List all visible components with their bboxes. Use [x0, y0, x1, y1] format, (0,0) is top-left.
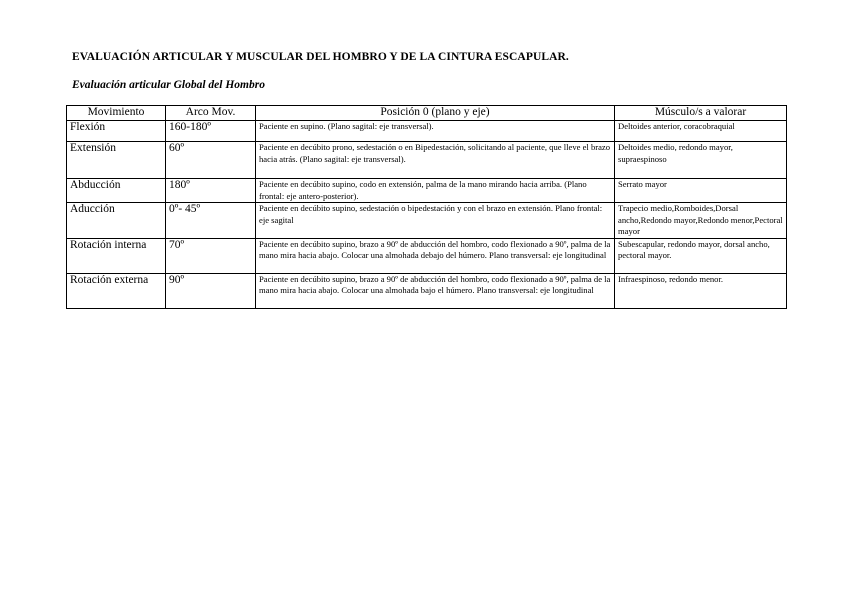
cell-posicion: Paciente en decúbito supino, brazo a 90º de abducción del hombro, codo flexionado a 90º, palma de la mano mira hacia abajo. Colocar una almohada bajo el húmero. Plano transversal: eje longitudinal [256, 273, 615, 308]
cell-movimiento: Abducción [67, 179, 166, 203]
cell-arco: 180º [166, 179, 256, 203]
cell-posicion: Paciente en decúbito supino, brazo a 90º de abducción del hombro, codo flexionado a 90º, palma de la mano mira hacia abajo. Colocar una almohada debajo del húmero. Plano transversal: eje longitudinal [256, 238, 615, 273]
cell-arco: 60º [166, 142, 256, 179]
cell-arco: 160-180º [166, 121, 256, 142]
header-arco: Arco Mov. [166, 106, 256, 121]
evaluation-table [66, 105, 787, 309]
table-row [67, 273, 787, 308]
cell-posicion: Paciente en supino. (Plano sagital: eje transversal). [256, 121, 615, 142]
table-header-row [67, 106, 787, 121]
cell-posicion: Paciente en decúbito prono, sedestación o en Bipedestación, solicitando al paciente, que lleve el brazo hacia atrás. (Plano sagital: eje transversal). [256, 142, 615, 179]
cell-musculos: Infraespinoso, redondo menor. [615, 273, 787, 308]
cell-posicion: Paciente en decúbito supino, codo en extensión, palma de la mano mirando hacia arriba. (Plano frontal: eje antero-posterior). [256, 179, 615, 203]
cell-posicion: Paciente en decúbito supino, sedestación o bipedestación y con el brazo en extensión. Plano frontal: eje sagital [256, 203, 615, 239]
cell-musculos: Deltoides anterior, coracobraquial [615, 121, 787, 142]
cell-musculos: Deltoides medio, redondo mayor, supraespinoso [615, 142, 787, 179]
table-row [67, 142, 787, 179]
document-title: EVALUACIÓN ARTICULAR Y MUSCULAR DEL HOMBRO Y DE LA CINTURA ESCAPULAR. [72, 51, 569, 63]
header-posicion: Posición 0 (plano y eje) [256, 106, 615, 121]
cell-musculos: Subescapular, redondo mayor, dorsal ancho, pectoral mayor. [615, 238, 787, 273]
table-row [67, 179, 787, 203]
table-row [67, 121, 787, 142]
cell-arco: 70º [166, 238, 256, 273]
cell-movimiento: Flexión [67, 121, 166, 142]
cell-musculos: Trapecio medio,Romboides,Dorsal ancho,Redondo mayor,Redondo menor,Pectoral mayor [615, 203, 787, 239]
cell-arco: 90º [166, 273, 256, 308]
header-movimiento: Movimiento [67, 106, 166, 121]
section-title: Evaluación articular Global del Hombro [72, 79, 265, 91]
cell-musculos: Serrato mayor [615, 179, 787, 203]
cell-movimiento: Rotación externa [67, 273, 166, 308]
cell-movimiento: Aducción [67, 203, 166, 239]
header-musculos: Músculo/s a valorar [615, 106, 787, 121]
table-row [67, 238, 787, 273]
table-row [67, 203, 787, 239]
cell-movimiento: Extensión [67, 142, 166, 179]
cell-arco: 0º- 45º [166, 203, 256, 239]
cell-movimiento: Rotación interna [67, 238, 166, 273]
